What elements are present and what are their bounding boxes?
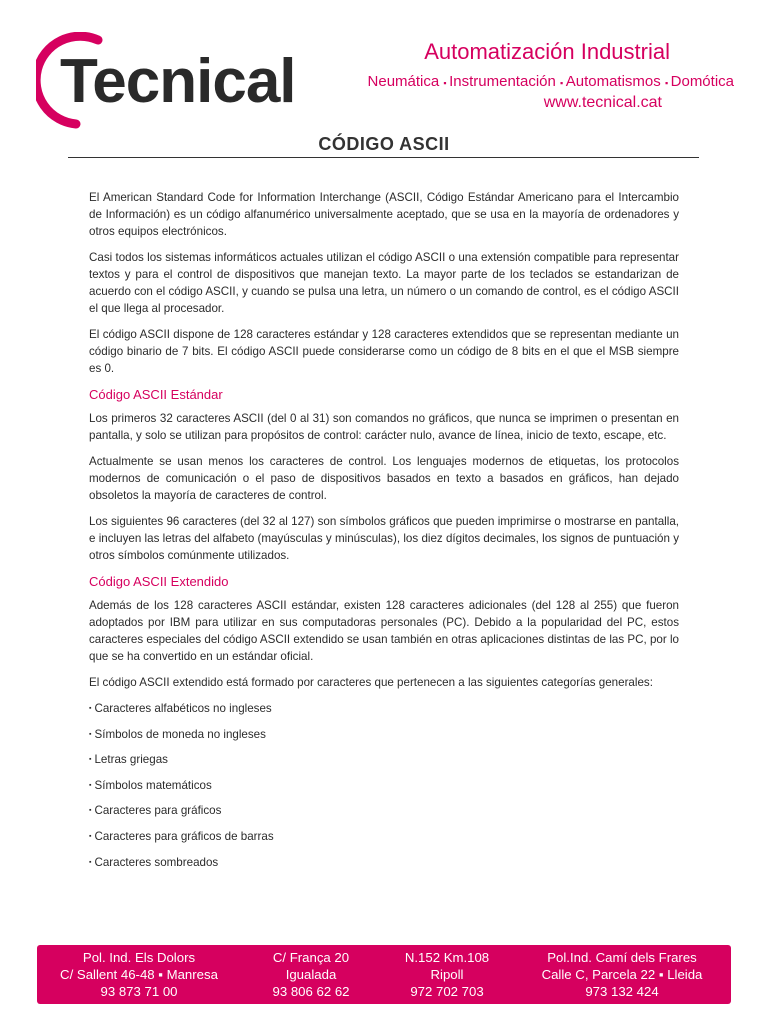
office-line2: Ripoll [430,967,464,982]
office-line2: C/ Sallent 46-48 ▪ Manresa [60,967,218,982]
header-info [314,38,734,113]
page-title: CÓDIGO ASCII [318,134,450,154]
list-item-text: Símbolos matemáticos [94,778,212,792]
list-item [89,700,679,717]
standard-paragraph: Los primeros 32 caracteres ASCII (del 0 al 31) son comandos no gráficos, que nunca se imprimen o presentan en pantalla, y solo se utilizan para propósitos de control: carácter nulo, avance de línea, inicio de texto, escape, etc. [89,412,679,442]
category-list [89,700,679,871]
separator-icon: ▪ [560,78,566,88]
extended-paragraph: Además de los 128 caracteres ASCII estándar, existen 128 caracteres adicionales (del 128 al 255) que fueron adoptados por IBM para utilizar en sus computadoras personales (PC). Debido a la popularidad del PC, estos caracteres especiales del código ASCII extendido se usan también en otras aplicaciones distintas de las PC, por lo que se ha convertido en un estándar oficial. [89,599,679,663]
standard-paragraph: Actualmente se usan menos los caracteres de control. Los lenguajes modernos de etiquetas, los protocolos modernos de comunicación o el paso de dispositivos basados en texto a basados en gráficos, han dejado obsoletos la mayoría de caracteres de control. [89,455,679,502]
footer-offices [37,945,731,1004]
category-item: Instrumentación [449,73,556,90]
bullet-icon: ▪ [89,781,92,789]
bullet-icon: ▪ [89,858,92,866]
list-item-text: Caracteres sombreados [94,855,219,869]
office-line2: Igualada [285,967,337,982]
category-item: Neumática [367,73,440,90]
office-manresa [37,949,241,1000]
list-item [89,751,679,768]
bullet-icon: ▪ [89,807,92,815]
list-item [89,828,679,845]
tecnical-logo [36,32,304,132]
office-lleida [513,949,731,1000]
separator-icon: ▪ [443,78,450,88]
separator-icon: ▪ [664,78,671,88]
header-title: Automatización Industrial [424,39,670,64]
office-phone: 93 806 62 62 [272,984,350,999]
bullet-icon: ▪ [89,832,92,840]
office-ripoll [381,949,513,1000]
title-divider [68,157,699,158]
office-phone: 93 873 71 00 [100,984,178,999]
list-item [89,854,679,871]
logo-text: Tecnical [60,47,296,116]
document-body [89,189,679,879]
office-line1: C/ França 20 [272,950,350,965]
office-phone: 973 132 424 [585,984,659,999]
office-igualada [241,949,381,1000]
section-heading-extended: Código ASCII Extendido [89,574,229,589]
intro-paragraph: El American Standard Code for Information Interchange (ASCII, Código Estándar Americano para el Intercambio de Información) es un código alfanumérico universalmente aceptado, que se usa en la mayoría de ordenadores y otros equipos electrónicos. [89,191,679,238]
bullet-icon: ▪ [89,705,92,712]
office-line1: Pol.Ind. Camí dels Frares [547,950,697,965]
intro-paragraph: El código ASCII dispone de 128 caracteres estándar y 128 caracteres extendidos que se representan mediante un código binario de 7 bits. El código ASCII puede considerarse como un código de 8 bits en el que el MSB siempre es 0. [89,328,679,375]
office-phone: 972 702 703 [410,984,484,999]
category-item: Automatismos [565,73,661,90]
office-line1: Pol. Ind. Els Dolors [82,950,196,965]
list-item-text: Letras griegas [94,753,168,767]
standard-paragraph: Los siguientes 96 caracteres (del 32 al 127) son símbolos gráficos que pueden imprimirse o mostrarse en pantalla, e incluyen las letras del alfabeto (mayúsculas y minúsculas), los diez dígitos decimales, los signos de puntuación y otros símbolos comúnmente utilizados. [89,515,679,562]
list-item [89,777,679,794]
office-line1: N.152 Km.108 [404,950,490,965]
list-item-text: Símbolos de moneda no ingleses [94,727,266,741]
list-item-text: Caracteres para gráficos de barras [94,829,274,843]
list-item-text: Caracteres para gráficos [94,804,222,818]
category-item: Domótica [670,73,734,90]
website-link[interactable]: www.tecnical.cat [543,94,662,111]
list-item [89,726,679,743]
list-item-text: Caracteres alfabéticos no ingleses [94,702,272,715]
intro-paragraph: Casi todos los sistemas informáticos actuales utilizan el código ASCII o una extensión compatible para representar textos y para el control de dispositivos que manejan texto. La mayor parte de los teclados se estandarizan de acuerdo con el código ASCII, y cuando se pulsa una letra, un número o un comando de control, es el código ASCII el que llega al procesador. [89,251,679,315]
bullet-icon: ▪ [89,730,92,738]
header-categories [314,72,734,93]
section-heading-standard: Código ASCII Estándar [89,387,223,402]
bullet-icon: ▪ [89,756,92,764]
extended-paragraph: El código ASCII extendido está formado por caracteres que pertenecen a las siguientes categorías generales: [89,676,653,689]
office-line2: Calle C, Parcela 22 ▪ Lleida [541,967,703,982]
list-item [89,802,679,819]
